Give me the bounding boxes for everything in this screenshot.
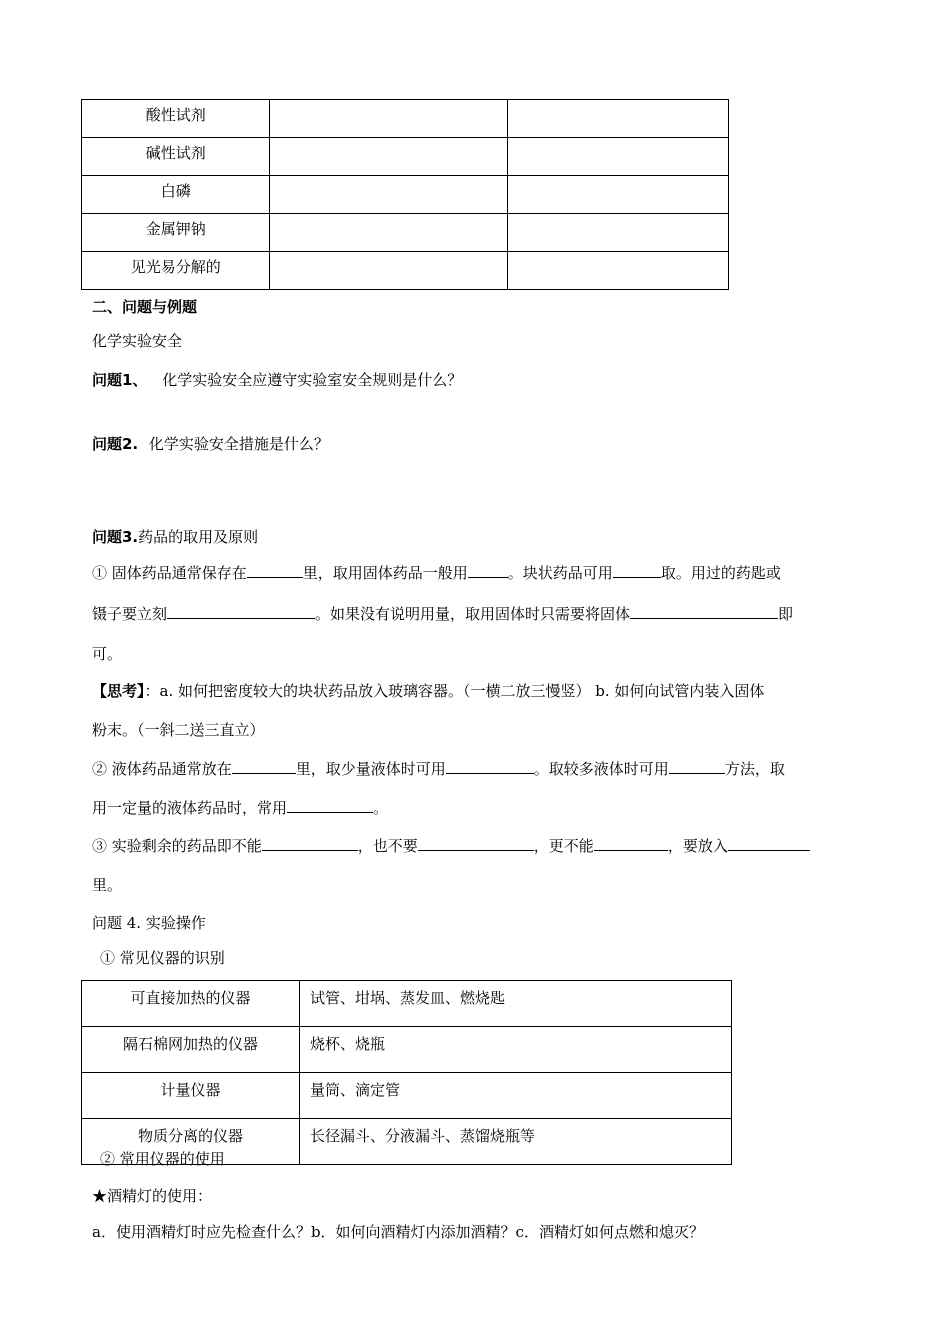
- question-label: 问题2.: [92, 435, 139, 453]
- question-text: 化学实验安全措施是什么？: [148, 435, 329, 453]
- text: 。取较多液体时可用: [533, 760, 669, 778]
- think-label: 【思考】: [92, 682, 145, 700]
- solid-reagent-line-2: [92, 603, 793, 624]
- text: ，也不要: [357, 837, 418, 855]
- think-line-2: 粉末。（一斜二送三直立）: [92, 721, 265, 739]
- table-cell: [507, 138, 728, 176]
- table-cell: [270, 176, 507, 214]
- text: 镊子要立刻: [92, 605, 168, 623]
- text: 即: [778, 605, 794, 623]
- table-cell: [507, 100, 728, 138]
- text: 。: [373, 799, 389, 817]
- instrument-table: [81, 980, 732, 1165]
- fill-blank: [247, 562, 303, 578]
- text: 。如果没有说明用量，取用固体时只需要将固体: [315, 605, 631, 623]
- text: 方法，取: [724, 760, 785, 778]
- question-text: 药品的取用及原则: [138, 528, 259, 546]
- fill-blank: [287, 797, 373, 813]
- table-row: [82, 138, 729, 176]
- table-cell: 白磷: [82, 176, 270, 214]
- text: ：a. 如何把密度较大的块状药品放入玻璃容器。（一横二放三慢竖） b. 如何向试管内装入固体: [144, 682, 765, 700]
- table-cell: [507, 214, 728, 252]
- question-4: 问题 4. 实验操作: [92, 914, 206, 932]
- table-row: [82, 176, 729, 214]
- table-cell: 长径漏斗、分液漏斗、蒸馏烧瓶等: [300, 1119, 732, 1165]
- table-cell: [270, 214, 507, 252]
- solid-reagent-line-3: 可。: [92, 645, 123, 663]
- question-text: 化学实验安全应遵守实验室安全规则是什么？: [162, 371, 463, 389]
- table-cell: 碱性试剂: [82, 138, 270, 176]
- table-cell: 隔石棉网加热的仪器: [82, 1027, 300, 1073]
- text: ③ 实验剩余的药品即不能: [92, 837, 262, 855]
- text: 里，取用固体药品一般用: [302, 564, 468, 582]
- instrument-usage-title: ② 常用仪器的使用: [100, 1150, 225, 1168]
- fill-blank: [594, 835, 668, 851]
- lamp-heading: ★酒精灯的使用：: [92, 1187, 213, 1205]
- table-cell: 烧杯、烧瓶: [300, 1027, 732, 1073]
- table-row: [82, 1073, 732, 1119]
- fill-blank: [418, 835, 534, 851]
- table-cell: [507, 252, 728, 290]
- text: ，要放入: [667, 837, 728, 855]
- question-label: 问题1、: [92, 371, 148, 389]
- fill-blank: [167, 603, 315, 619]
- fill-blank: [232, 758, 296, 774]
- question-2: [92, 433, 329, 454]
- leftover-reagent-line-2: 里。: [92, 876, 123, 894]
- fill-blank: [613, 562, 661, 578]
- fill-blank: [669, 758, 725, 774]
- text: ，更不能: [533, 837, 594, 855]
- fill-blank: [262, 835, 358, 851]
- table-cell: 试管、坩埚、蒸发皿、燃烧匙: [300, 981, 732, 1027]
- solid-reagent-line-1: [92, 562, 781, 583]
- reagent-storage-table: [81, 99, 729, 290]
- fill-blank: [728, 835, 810, 851]
- text: ① 固体药品通常保存在: [92, 564, 247, 582]
- table-cell: 物质分离的仪器: [82, 1119, 300, 1165]
- fill-blank: [630, 603, 778, 619]
- text: ② 液体药品通常放在: [92, 760, 232, 778]
- table-row: [82, 1027, 732, 1073]
- subsection-title: 化学实验安全: [92, 332, 183, 350]
- text: 取。用过的药匙或: [660, 564, 781, 582]
- table-row: [82, 100, 729, 138]
- think-line-1: [92, 681, 764, 701]
- table-row: [82, 981, 732, 1027]
- table-row: [82, 214, 729, 252]
- table-cell: [507, 176, 728, 214]
- question-1: [92, 369, 462, 390]
- instrument-identification-title: ① 常见仪器的识别: [100, 949, 225, 967]
- fill-blank: [468, 562, 508, 578]
- fill-blank: [446, 758, 534, 774]
- table-cell: [270, 252, 507, 290]
- table-cell: 可直接加热的仪器: [82, 981, 300, 1027]
- liquid-reagent-line-1: [92, 758, 785, 779]
- text: 里，取少量液体时可用: [295, 760, 446, 778]
- question-label: 问题3.: [92, 528, 139, 546]
- table-cell: 见光易分解的: [82, 252, 270, 290]
- table-cell: [270, 138, 507, 176]
- section-heading: 二、问题与例题: [92, 298, 198, 316]
- table-row: [82, 252, 729, 290]
- table-cell: 酸性试剂: [82, 100, 270, 138]
- table-cell: [270, 100, 507, 138]
- liquid-reagent-line-2: [92, 797, 388, 818]
- table-cell: 计量仪器: [82, 1073, 300, 1119]
- text: 。块状药品可用: [507, 564, 613, 582]
- table-cell: 量筒、滴定管: [300, 1073, 732, 1119]
- text: 用一定量的液体药品时，常用: [92, 799, 288, 817]
- question-3: [92, 526, 258, 547]
- table-cell: 金属钾钠: [82, 214, 270, 252]
- leftover-reagent-line-1: [92, 835, 810, 856]
- lamp-questions: a．使用酒精灯时应先检查什么？b．如何向酒精灯内添加酒精？c．酒精灯如何点燃和熄灭？: [92, 1223, 704, 1241]
